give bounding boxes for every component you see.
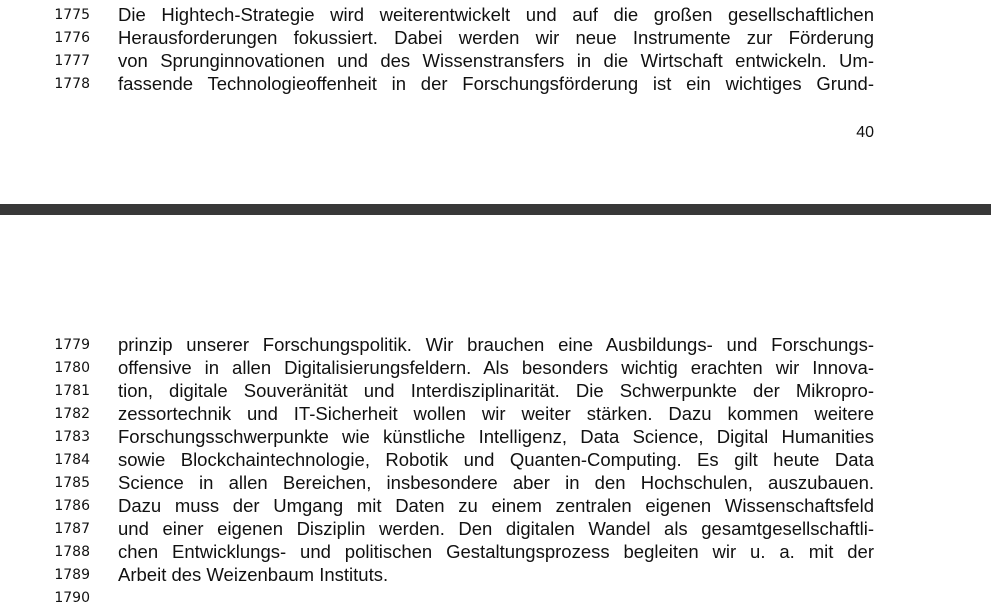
line-text: und einer eigenen Disziplin werden. Den digitalen Wandel als gesamtgesellschaftli- bbox=[118, 518, 874, 539]
line-text: Die Hightech-Strategie wird weiterentwickelt und auf die großen gesellschaftlichen bbox=[118, 4, 874, 25]
line-number: 1779 bbox=[54, 337, 90, 353]
text-line bbox=[0, 72, 991, 95]
text-line bbox=[0, 540, 991, 563]
line-number: 1783 bbox=[54, 429, 90, 445]
line-number: 1790 bbox=[54, 590, 90, 606]
line-number: 1787 bbox=[54, 521, 90, 537]
line-text: von Sprunginnovationen und des Wissenstransfers in die Wirtschaft entwickeln. Um- bbox=[118, 50, 874, 71]
line-text: offensive in allen Digitalisierungsfeldern. Als besonders wichtig erachten wir Innova- bbox=[118, 357, 874, 378]
page-divider bbox=[0, 204, 991, 215]
text-line bbox=[0, 379, 991, 402]
line-number: 1781 bbox=[54, 383, 90, 399]
text-line bbox=[0, 425, 991, 448]
text-line bbox=[0, 356, 991, 379]
text-line bbox=[0, 586, 991, 609]
text-line bbox=[0, 563, 991, 586]
line-number: 1780 bbox=[54, 360, 90, 376]
line-number: 1777 bbox=[54, 53, 90, 69]
text-line bbox=[0, 3, 991, 26]
line-text: tion, digitale Souveränität und Interdisziplinarität. Die Schwerpunkte der Mikropro- bbox=[118, 380, 874, 401]
page-bottom bbox=[0, 215, 991, 612]
text-line bbox=[0, 49, 991, 72]
text-line bbox=[0, 402, 991, 425]
line-number: 1775 bbox=[54, 7, 90, 23]
line-number: 1786 bbox=[54, 498, 90, 514]
text-line bbox=[0, 471, 991, 494]
line-text: chen Entwicklungs- und politischen Gestaltungsprozess begleiten wir u. a. mit der bbox=[118, 541, 874, 562]
text-line bbox=[0, 448, 991, 471]
line-number: 1776 bbox=[54, 30, 90, 46]
line-text: prinzip unserer Forschungspolitik. Wir brauchen eine Ausbildungs- und Forschungs- bbox=[118, 334, 874, 355]
text-line bbox=[0, 26, 991, 49]
line-text: Forschungsschwerpunkte wie künstliche Intelligenz, Data Science, Digital Humanities bbox=[118, 426, 874, 447]
line-text: Science in allen Bereichen, insbesondere aber in den Hochschulen, auszubauen. bbox=[118, 472, 874, 493]
line-number: 1789 bbox=[54, 567, 90, 583]
line-number: 1778 bbox=[54, 76, 90, 92]
text-line bbox=[0, 494, 991, 517]
page-number: 40 bbox=[856, 124, 874, 141]
line-number: 1785 bbox=[54, 475, 90, 491]
line-text: zessortechnik und IT-Sicherheit wollen wir weiter stärken. Dazu kommen weitere bbox=[118, 403, 874, 424]
line-text: fassende Technologieoffenheit in der Forschungsförderung ist ein wichtiges Grund- bbox=[118, 73, 874, 94]
line-text: Dazu muss der Umgang mit Daten zu einem zentralen eigenen Wissenschaftsfeld bbox=[118, 495, 874, 516]
line-number: 1788 bbox=[54, 544, 90, 560]
line-text: sowie Blockchaintechnologie, Robotik und Quanten-Computing. Es gilt heute Data bbox=[118, 449, 874, 470]
line-number: 1782 bbox=[54, 406, 90, 422]
text-line bbox=[0, 333, 991, 356]
page-top bbox=[0, 0, 991, 204]
text-line bbox=[0, 517, 991, 540]
line-text: Arbeit des Weizenbaum Instituts. bbox=[118, 564, 389, 585]
line-number: 1784 bbox=[54, 452, 90, 468]
line-text: Herausforderungen fokussiert. Dabei werden wir neue Instrumente zur Förderung bbox=[118, 27, 874, 48]
